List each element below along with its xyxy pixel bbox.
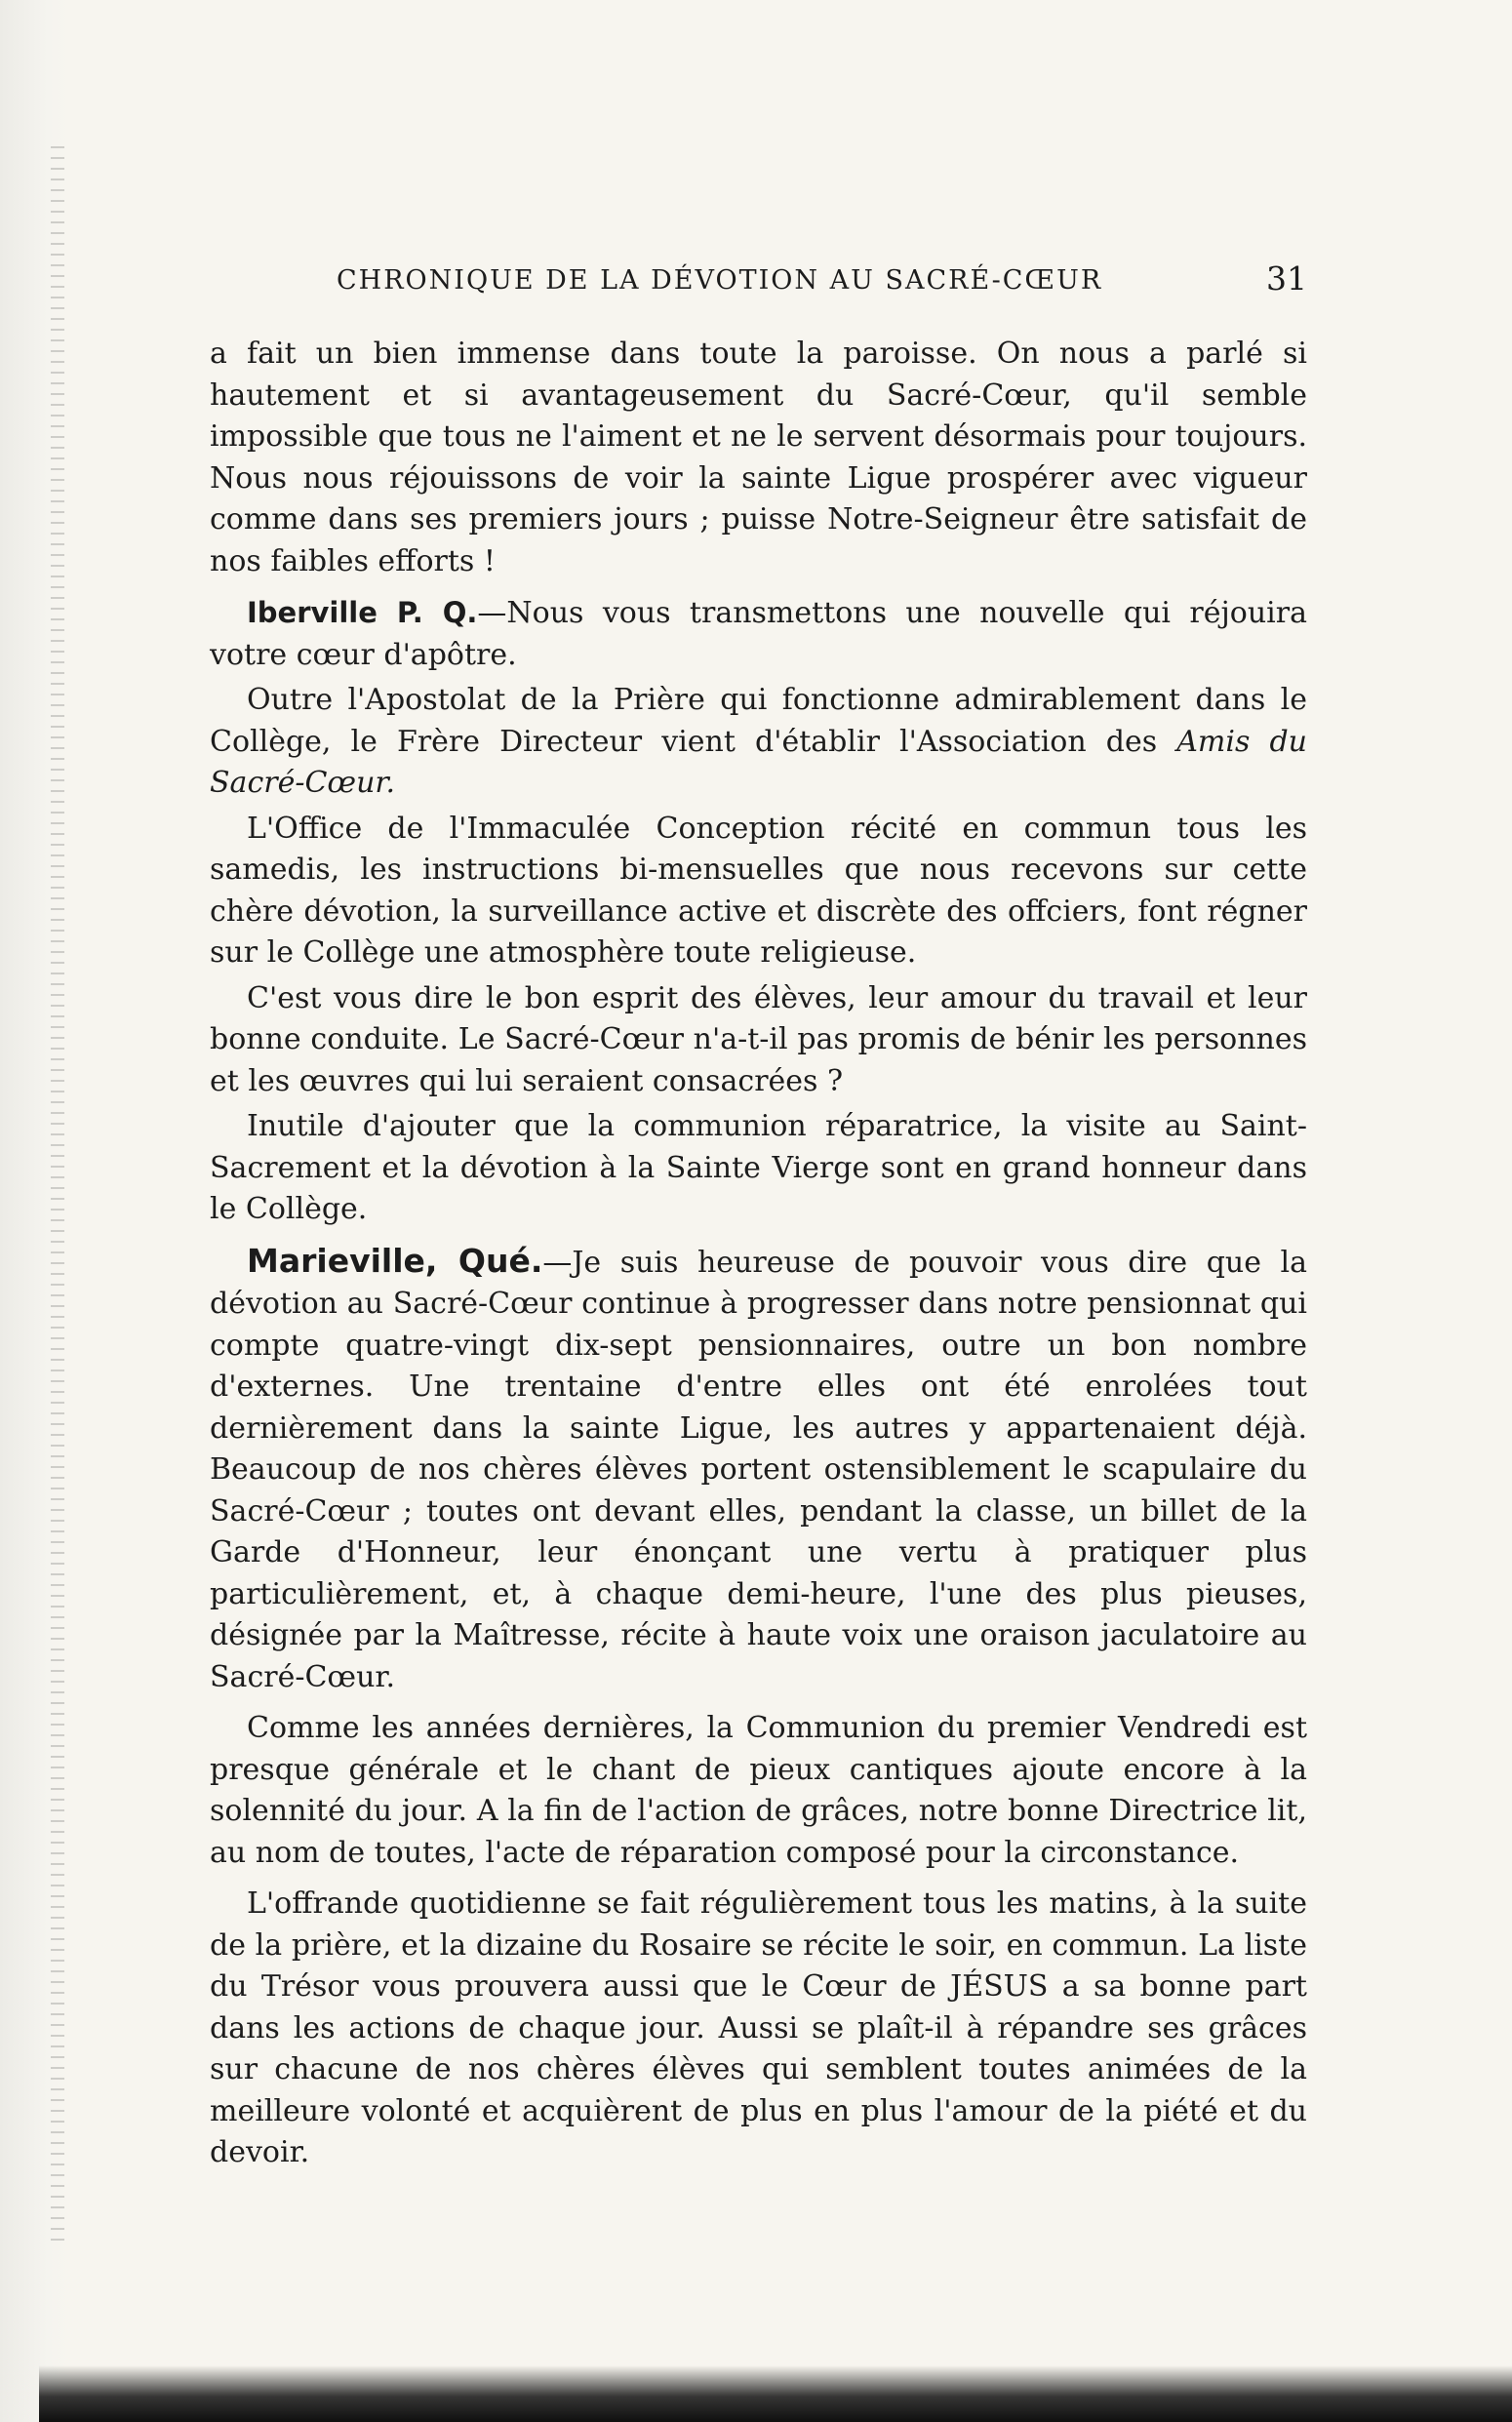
running-title: CHRONIQUE DE LA DÉVOTION AU SACRÉ-CŒUR: [337, 265, 1103, 296]
binding-marks: [51, 146, 64, 2243]
page-bottom-shadow: [39, 2365, 1512, 2422]
paragraph-marieville: [210, 1241, 1307, 1699]
paragraph-continued: a fait un bien immense dans toute la paroisse. On nous a parlé si hautement et si avantageusement du Sacré-Cœur, qu'il semble impossible que tous ne l'aiment et ne le servent désormais pour toujours. Nous nous réjouissons de voir la sainte Ligue prospérer avec vigueur comme dans ses premiers jours ; puisse Notre-Seigneur être satisfait de nos faibles efforts !: [210, 337, 1307, 578]
apostolat-text: Outre l'Apostolat de la Prière qui fonctionne admirablement dans le Collège, le Frère Directeur vient d'établir l'Association des: [210, 683, 1307, 759]
book-page: [210, 256, 1307, 2178]
paragraph-office: L'Office de l'Immaculée Conception récité en commun tous les samedis, les instructions bi-mensuelles que nous recevons sur cette chère dévotion, la surveillance active et discrète des offciers, font régner sur le Collège une atmosphère toute religieuse.: [210, 811, 1307, 970]
place-heading-marieville: Marieville, Qué.: [247, 1241, 543, 1280]
paragraph-communion: Inutile d'ajouter que la communion réparatrice, la visite au Saint-Sacrement et la dévotion à la Sainte Vierge sont en grand honneur dans le Collège.: [210, 1109, 1307, 1226]
association-name: Amis du Sacré-Cœur.: [210, 724, 1307, 800]
paragraph-apostolat: [210, 680, 1307, 805]
running-head: [210, 256, 1307, 314]
page-gutter-shadow: [0, 0, 68, 2422]
paragraph-esprit: C'est vous dire le bon esprit des élèves, leur amour du travail et leur bonne conduite. Le Sacré-Cœur n'a-t-il pas promis de bénir les personnes et les œuvres qui lui seraient consacrées ?: [210, 980, 1307, 1098]
paragraph-vendredi: Comme les années dernières, la Communion du premier Vendredi est presque générale et le chant de pieux cantiques ajoute encore à la solennité du jour. A la fin de l'action de grâces, notre bonne Directrice lit, au nom de toutes, l'acte de réparation composé pour la circonstance.: [210, 1711, 1307, 1870]
iberville-text: —Nous vous transmettons une nouvelle qui réjouira votre cœur d'apôtre.: [210, 596, 1307, 672]
paragraph-iberville: [210, 592, 1307, 676]
page-number: 31: [1266, 259, 1307, 298]
place-heading-iberville: Iberville P. Q.: [247, 596, 478, 629]
paragraph-offrande: L'offrande quotidienne se fait régulièrement tous les matins, à la suite de la prière, et la dizaine du Rosaire se récite le soir, en commun. La liste du Trésor vous prouvera aussi que le Cœur de JÉSUS a sa bonne part dans les actions de chaque jour. Aussi se plaît-il à répandre ses grâces sur chacune de nos chères élèves qui semblent toutes animées de la meilleure volonté et acquièrent de plus en plus l'amour de la piété et du devoir.: [210, 1886, 1307, 2169]
marieville-text: —Je suis heureuse de pouvoir vous dire que la dévotion au Sacré-Cœur continue à progresser dans notre pensionnat qui compte quatre-vingt dix-sept pensionnaires, outre un bon nombre d'externes. Une trentaine d'entre elles ont été enrolées tout dernièrement dans la sainte Ligue, les autres y appartenaient déjà. Beaucoup de nos chères élèves portent ostensiblement le scapulaire du Sacré-Cœur ; toutes ont devant elles, pendant la classe, un billet de la Garde d'Honneur, leur énonçant une vertu à pratiquer plus particulièrement, et, à chaque demi-heure, l'une des plus pieuses, désignée par la Maîtresse, récite à haute voix une oraison jaculatoire au Sacré-Cœur.: [210, 1245, 1307, 1694]
page-text: [210, 334, 1307, 2174]
